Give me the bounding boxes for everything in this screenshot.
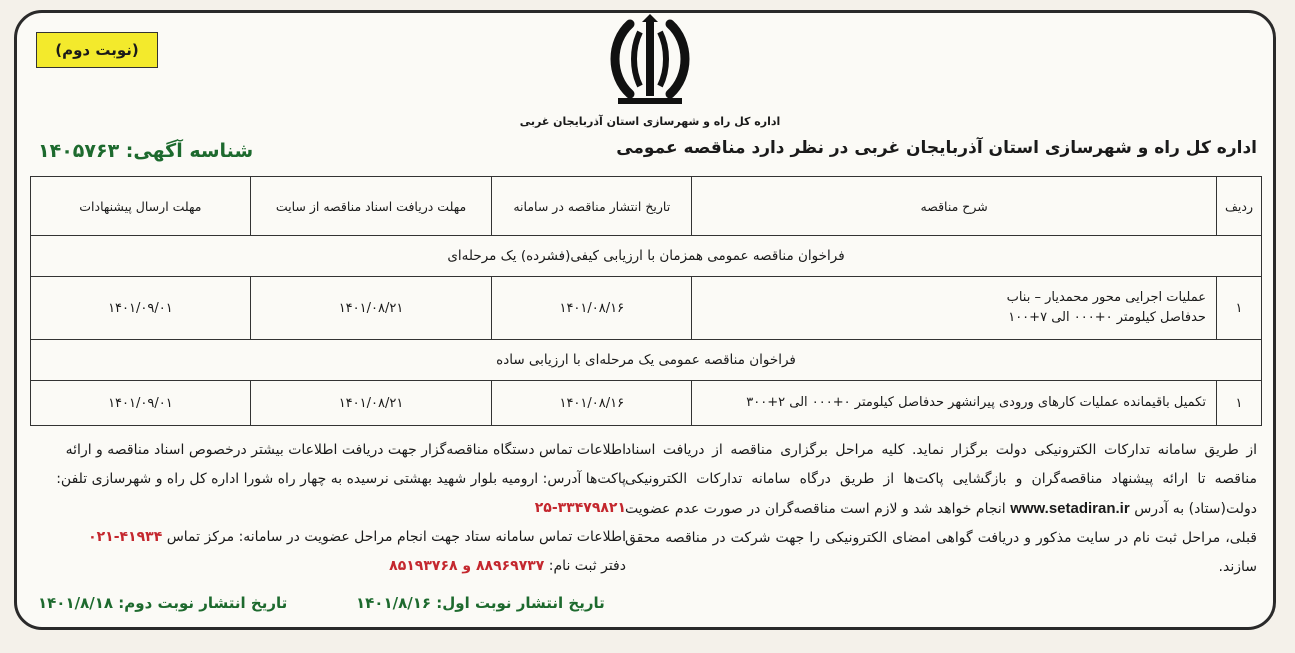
contact-text <box>38 436 626 581</box>
row-receive-date: ۱۴۰۱/۰۸/۲۱ <box>250 277 491 340</box>
section-title: فراخوان مناقصه عمومی همزمان با ارزیابی کیفی(فشرده) یک مرحله‌ای <box>31 236 1262 277</box>
first-publish-date: تاریخ انتشار نوبت اول: ۱۴۰۱/۸/۱۶ <box>356 594 605 612</box>
table-header-row <box>31 177 1262 236</box>
row-desc: تکمیل باقیمانده عملیات کارهای ورودی پیرانشهر حدفاصل کیلومتر ۰+۰۰۰ الی ۲+۳۰۰ <box>692 381 1217 426</box>
round-badge: (نوبت دوم) <box>36 32 158 68</box>
office-phones: ۸۸۹۶۹۷۳۷ و ۸۵۱۹۳۷۶۸ <box>389 558 545 574</box>
section-row <box>31 340 1262 381</box>
row-publish-date: ۱۴۰۱/۰۸/۱۶ <box>492 277 692 340</box>
second-publish-date: تاریخ انتشار نوبت دوم: ۱۴۰۱/۸/۱۸ <box>38 594 288 612</box>
row-publish-date: ۱۴۰۱/۰۸/۱۶ <box>492 381 692 426</box>
tender-table <box>30 176 1262 426</box>
row-send-date: ۱۴۰۱/۰۹/۰۱ <box>31 381 251 426</box>
procedure-text <box>625 436 1257 582</box>
header-send: مهلت ارسال پیشنهادات <box>31 177 251 236</box>
iran-emblem-icon <box>604 14 696 110</box>
row-desc-line: عملیات اجرایی محور محمدیار – بناب <box>1006 289 1206 305</box>
contact-phone: ۳۳۴۷۹۸۲۱-۲۵ <box>534 500 626 516</box>
headline: اداره کل راه و شهرسازی استان آذربایجان غربی در نظر دارد مناقصه عمومی <box>616 138 1257 158</box>
header-receive: مهلت دریافت اسناد مناقصه از سایت <box>250 177 491 236</box>
procedure-part1: از طریق سامانه تدارکات الکترونیکی دولت برگزار نماید. کلیه مراحل برگزاری مناقصه از دریافت اسناد مناقصه تا ارائه پیشنهاد مناقصه‌گران و بازگشایی پاکت‌ها از طریق درگاه سامانه تدارکات الکترونیکی دولت(ستاد) به آدرس <box>625 442 1257 517</box>
office-label: دفتر ثبت نام: <box>548 558 626 574</box>
org-caption: اداره کل راه و شهرسازی استان آذربایجان غربی <box>519 115 781 128</box>
setad-phone: ۴۱۹۳۴-۰۲۱ <box>88 529 163 545</box>
header-row-num: ردیف <box>1216 177 1261 236</box>
row-send-date: ۱۴۰۱/۰۹/۰۱ <box>31 277 251 340</box>
section-title: فراخوان مناقصه عمومی یک مرحله‌ای با ارزیابی ساده <box>31 340 1262 381</box>
row-desc-line: حدفاصل کیلومتر ۰+۰۰۰ الی ۷+۱۰۰ <box>1008 310 1206 325</box>
header-publish: تاریخ انتشار مناقصه در سامانه <box>492 177 692 236</box>
contact-info: اطلاعات تماس دستگاه مناقصه‌گزار جهت دریافت اطلاعات بیشتر درخصوص اسناد مناقصه و ارائه پاکت‌ها آدرس: ارومیه بلوار شهید بهشتی نرسیده به چهار راه شورا اداره کل راه و شهرسازی تلفن: <box>56 442 626 487</box>
row-desc <box>692 277 1217 340</box>
row-num: ۱ <box>1216 277 1261 340</box>
section-row <box>31 236 1262 277</box>
row-num: ۱ <box>1216 381 1261 426</box>
row-receive-date: ۱۴۰۱/۰۸/۲۱ <box>250 381 491 426</box>
table-row <box>31 381 1262 426</box>
procedure-part2: انجام خواهد شد و لازم است مناقصه‌گران در صورت عدم عضویت قبلی، مراحل ثبت نام در سایت مذکور و دریافت گواهی امضای الکترونیکی را جهت شرکت در مناقصه محقق سازند. <box>625 501 1257 575</box>
setad-contact-info: اطلاعات تماس سامانه ستاد جهت انجام مراحل عضویت در سامانه: مرکز تماس <box>166 529 626 545</box>
ad-code: شناسه آگهی: ۱۴۰۵۷۶۳ <box>38 140 254 162</box>
table-row <box>31 277 1262 340</box>
header-desc: شرح مناقصه <box>692 177 1217 236</box>
setad-link[interactable]: www.setadiran.ir <box>1010 500 1130 517</box>
